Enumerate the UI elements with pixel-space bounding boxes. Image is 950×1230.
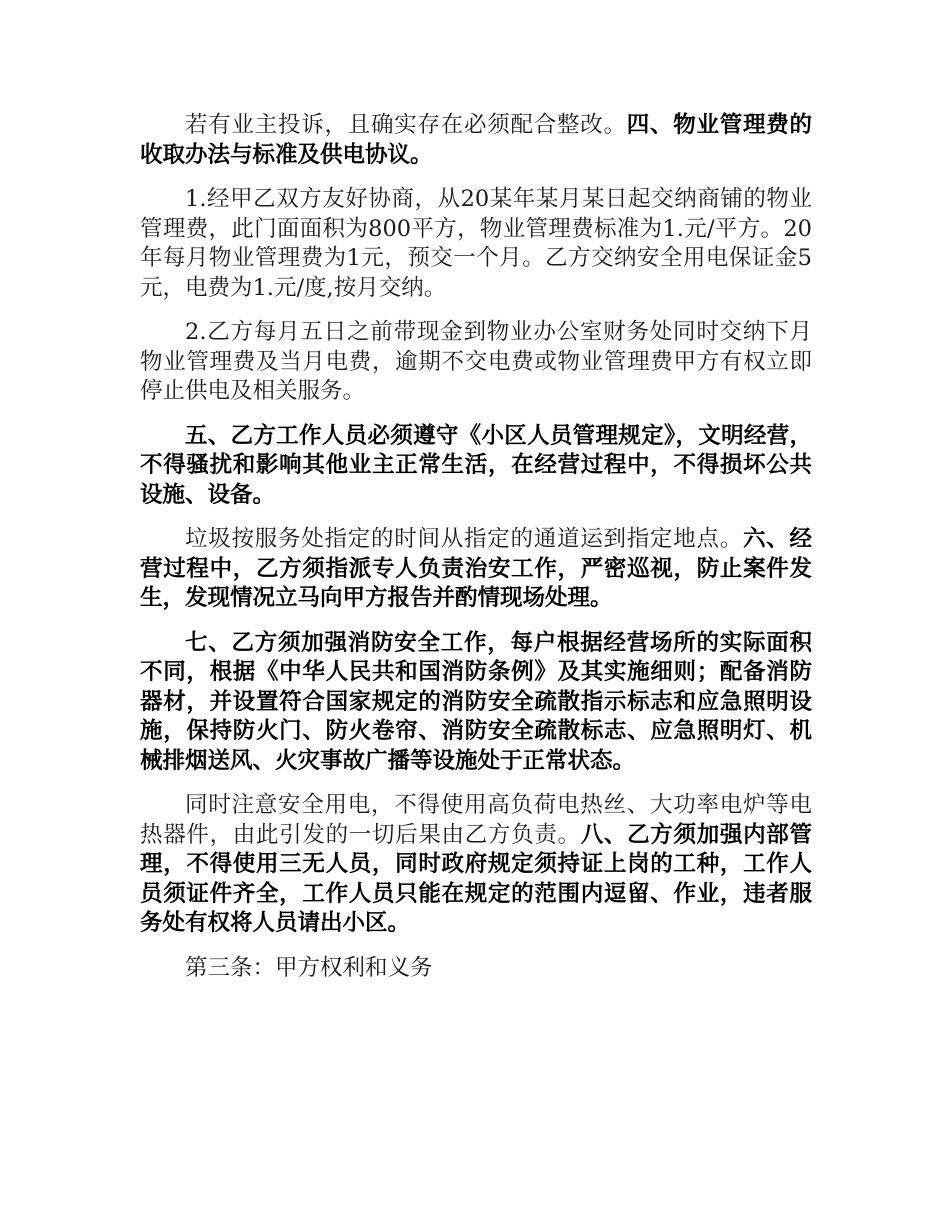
article-three-heading xyxy=(140,954,812,984)
paragraph-management-fee-standard xyxy=(140,185,812,303)
paragraph-text: 1.经甲乙双方友好协商，从20某年某月某日起交纳商铺的物业管理费，此门面面积为800平方，物业管理费标准为1.元/平方。20年每月物业管理费为1元，预交一个月。乙方交纳安全用电保证金5元，电费为1.元/度,按月交纳。 xyxy=(140,186,812,301)
paragraph-text: 第三条：甲方权利和义务 xyxy=(185,954,433,981)
paragraph-text: 2.乙方每月五日之前带现金到物业办公室财务处同时交纳下月物业管理费及当月电费，逾期不交电费或物业管理费甲方有权立即停止供电及相关服务。 xyxy=(140,319,812,404)
paragraph-payment-deadline xyxy=(140,318,812,407)
paragraph-garbage-and-security xyxy=(140,525,812,614)
paragraph-text: 同时注意安全用电，不得使用高负荷电热丝、大功率电炉等电热器件，由此引发的一切后果由乙方负责。 xyxy=(140,792,812,848)
document-body xyxy=(140,111,812,998)
paragraph-electric-safety-and-management xyxy=(140,791,812,939)
paragraph-text: 若有业主投诉，且确实存在必须配合整改。 xyxy=(185,112,627,138)
paragraph-text: 垃圾按服务处指定的时间从指定的通道运到指定地点。 xyxy=(185,526,743,552)
paragraph-complaint-rectification xyxy=(140,111,812,170)
section-heading-eight: 八、乙方须加强内部管理，不得使用三无人员，同时政府规定须持证上岗的工种，工作人员须证件齐全，工作人员只能在规定的范围内逗留、作业，违者服务处有权将人员请出小区。 xyxy=(140,821,812,936)
section-heading-five: 五、乙方工作人员必须遵守《小区人员管理规定》，文明经营，不得骚扰和影响其他业主正常生活，在经营过程中，不得损坏公共设施、设备。 xyxy=(140,422,812,508)
section-heading-six: 六、经营过程中，乙方须指派专人负责治安工作，严密巡视，防止案件发生，发现情况立马向甲方报告并酌情现场处理。 xyxy=(140,526,812,611)
paragraph-fire-safety xyxy=(140,629,812,777)
paragraph-staff-regulations xyxy=(140,422,812,511)
section-heading-seven: 七、乙方须加强消防安全工作，每户根据经营场所的实际面积不同，根据《中华人民共和国消防条例》及其实施细则；配备消防器材，并设置符合国家规定的消防安全疏散指示标志和应急照明设施，保持防火门、防火卷帘、消防安全疏散标志、应急照明灯、机械排烟送风、火灾事故广播等设施处于正常状态。 xyxy=(140,629,812,774)
section-heading-four: 四、物业管理费的收取办法与标准及供电协议。 xyxy=(140,112,812,168)
